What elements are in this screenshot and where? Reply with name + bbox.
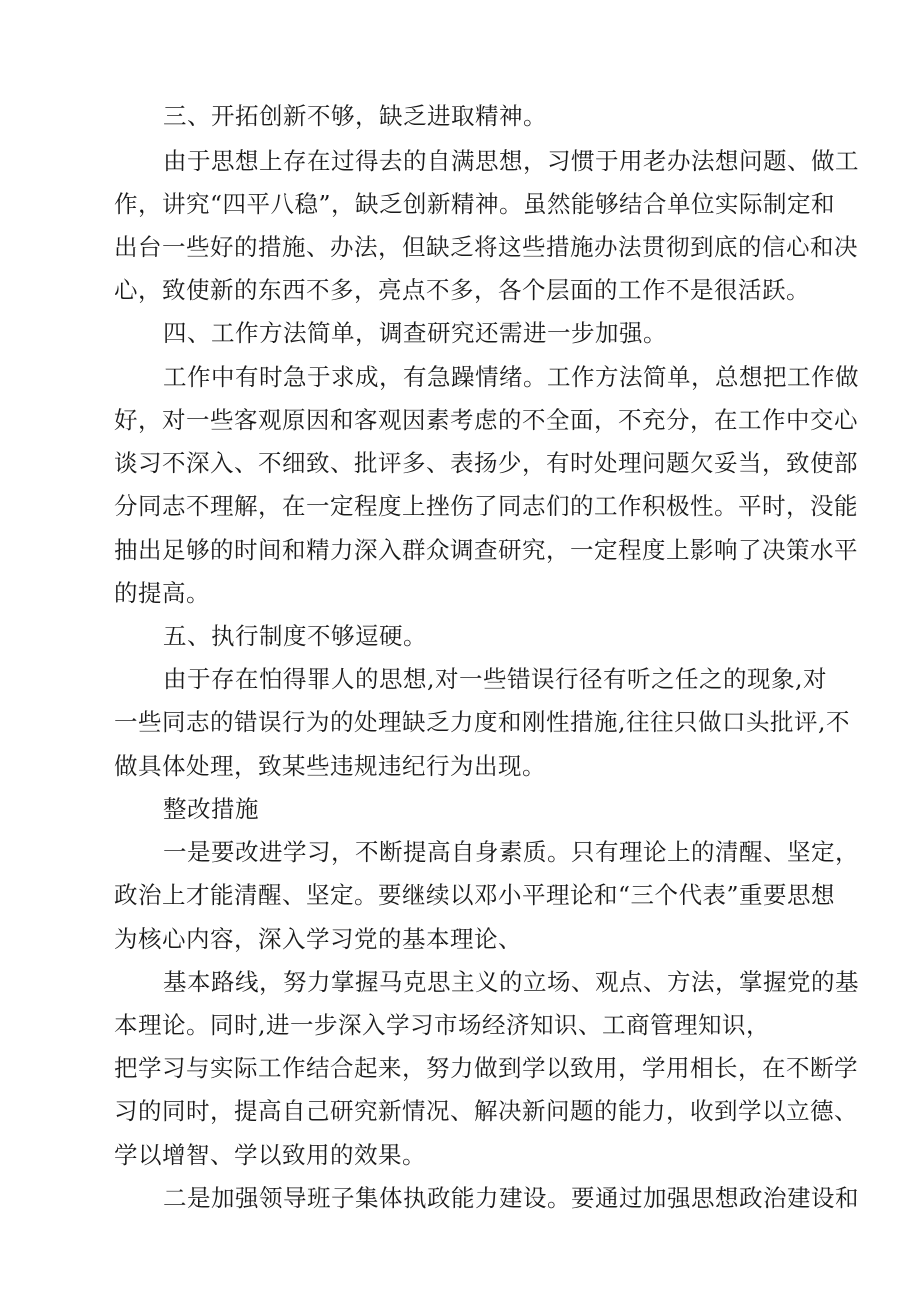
paragraph-line: 工作中有时急于求成，有急躁情绪。工作方法简单，总想把工作做	[163, 363, 859, 391]
section-heading-measures: 整改措施	[163, 795, 259, 823]
paragraph-line: 作，讲究“四平八稳”，缺乏创新精神。虽然能够结合单位实际制定和	[114, 190, 836, 218]
paragraph-line: 一些同志的错误行为的处理缺乏力度和刚性措施,往往只做口头批评,不	[114, 708, 850, 736]
paragraph-line: 做具体处理，致某些违规违纪行为出现。	[114, 752, 546, 780]
paragraph-line: 一是要改进学习，不断提高自身素质。只有理论上的清醒、坚定，	[163, 838, 859, 866]
paragraph-line: 由于存在怕得罪人的思想,对一些错误行径有听之任之的现象,对	[163, 665, 827, 693]
section-heading-5: 五、执行制度不够逗硬。	[163, 622, 427, 650]
paragraph-line: 二是加强领导班子集体执政能力建设。要通过加强思想政治建设和	[163, 1184, 859, 1212]
paragraph-line: 分同志不理解，在一定程度上挫伤了同志们的工作积极性。平时，没能	[114, 492, 858, 520]
paragraph-line: 本理论。同时,进一步深入学习市场经济知识、工商管理知识，	[114, 1011, 770, 1039]
paragraph-line: 心，致使新的东西不多，亮点不多，各个层面的工作不是很活跃。	[114, 276, 810, 304]
section-heading-4: 四、工作方法简单，调查研究还需进一步加强。	[163, 319, 667, 347]
paragraph-line: 出台一些好的措施、办法，但缺乏将这些措施办法贯彻到底的信心和决	[114, 233, 858, 261]
paragraph-line: 学以增智、学以致用的效果。	[114, 1141, 426, 1169]
paragraph-line: 把学习与实际工作结合起来，努力做到学以致用，学用相长，在不断学	[114, 1054, 858, 1082]
paragraph-line: 的提高。	[114, 579, 210, 607]
paragraph-line: 由于思想上存在过得去的自满思想，习惯于用老办法想问题、做工	[163, 147, 859, 175]
paragraph-line: 习的同时，提高自己研究新情况、解决新问题的能力，收到学以立德、	[114, 1097, 858, 1125]
paragraph-line: 基本路线，努力掌握马克思主义的立场、观点、方法，掌握党的基	[163, 968, 859, 996]
paragraph-line: 政治上才能清醒、坚定。要继续以邓小平理论和“三个代表”重要思想	[114, 881, 836, 909]
section-heading-3: 三、开拓创新不够，缺乏进取精神。	[163, 102, 547, 130]
paragraph-line: 谈习不深入、不细致、批评多、表扬少，有时处理问题欠妥当，致使部	[114, 449, 858, 477]
paragraph-line: 为核心内容，深入学习党的基本理论、	[114, 925, 522, 953]
paragraph-line: 好，对一些客观原因和客观因素考虑的不全面，不充分，在工作中交心	[114, 406, 858, 434]
paragraph-line: 抽出足够的时间和精力深入群众调查研究，一定程度上影响了决策水平	[114, 536, 858, 564]
